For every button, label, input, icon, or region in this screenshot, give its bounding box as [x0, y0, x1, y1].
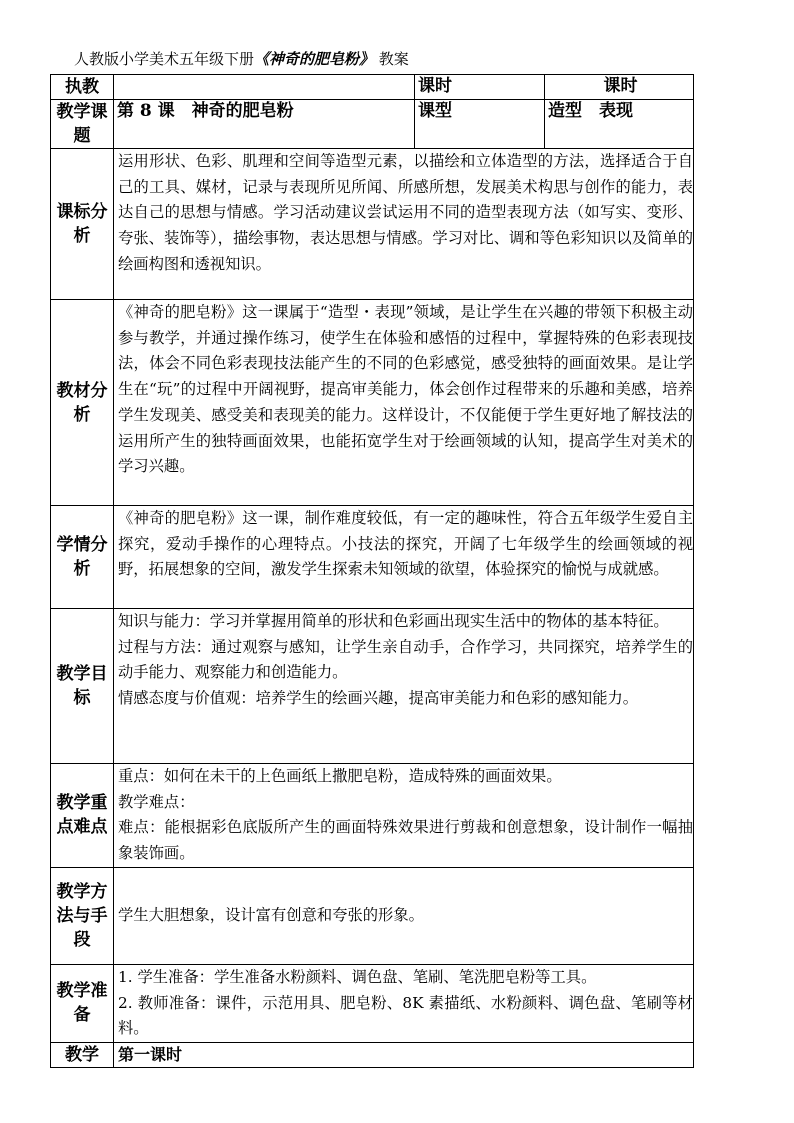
title-suffix: 教案: [374, 50, 409, 68]
label-topic: 教学课题: [51, 100, 114, 149]
row-teacher: [51, 75, 694, 100]
cell-period-label: 课时: [415, 75, 545, 100]
label-learner: 学情分析: [51, 506, 114, 609]
cell-topic-value: 第 8 课 神奇的肥皂粉: [114, 100, 415, 149]
row-goals: [51, 609, 694, 764]
document-title: [74, 49, 409, 69]
cell-session-text: 第一课时: [114, 1042, 694, 1067]
cell-type-label: 课型: [415, 100, 545, 149]
label-methods: 教学方法与手段: [51, 867, 114, 964]
keypoints-difficulty-heading: 教学难点：: [118, 792, 195, 811]
cell-type-value: 造型 表现: [545, 100, 694, 149]
label-curriculum: 课标分析: [51, 149, 114, 300]
label-session: 教学: [51, 1042, 114, 1067]
lesson-plan-table: [50, 74, 694, 1068]
label-teacher: 执教: [51, 75, 114, 100]
label-goals: 教学目标: [51, 609, 114, 764]
label-keypoints: 教学重点难点: [51, 764, 114, 868]
cell-goals: [114, 609, 694, 764]
row-topic: [51, 100, 694, 149]
title-lesson: 《神奇的肥皂粉》: [254, 50, 375, 68]
cell-period-value: 课时: [545, 75, 694, 100]
cell-curriculum-text: 运用形状、色彩、肌理和空间等造型元素，以描绘和立体造型的方法，选择适合于自己的工具、媒材，记录与表现所见所闻、所感所想，发展美术构思与创作的能力，表达自己的思想与情感。学习活动建议尝试运用不同的造型表现方法（如写实、变形、夸张、装饰等），描绘事物，表达思想与情感。学习对比、调和等色彩知识以及简单的绘画构图和透视知识。: [114, 149, 694, 300]
prep-students: 1. 学生准备：学生准备水粉颜料、调色盘、笔刷、笔洗肥皂粉等工具。: [118, 967, 597, 986]
keypoints-focus: 重点：如何在未干的上色画纸上撒肥皂粉，造成特殊的画面效果。: [118, 767, 562, 785]
cell-methods-text: 学生大胆想象，设计富有创意和夸张的形象。: [114, 867, 694, 964]
row-textbook: [51, 300, 694, 506]
row-methods: [51, 867, 694, 964]
cell-prep: [114, 964, 694, 1042]
goals-attitude: 情感态度与价值观：培养学生的绘画兴趣，提高审美能力和色彩的感知能力。: [118, 689, 639, 708]
prep-teacher: 2. 教师准备：课件，示范用具、肥皂粉、8K 素描纸、水粉颜料、调色盘、笔刷等材料。: [118, 993, 693, 1038]
cell-keypoints: [114, 764, 694, 868]
row-prep: [51, 964, 694, 1042]
cell-learner-text: 《神奇的肥皂粉》这一课，制作难度较低，有一定的趣味性，符合五年级学生爱自主探究，爱动手操作的心理特点。小技法的探究，开阔了七年级学生的绘画领域的视野，拓展想象的空间，激发学生探索未知领域的欲望，体验探究的愉悦与成就感。: [114, 506, 694, 609]
goals-process: 过程与方法：通过观察与感知，让学生亲自动手，合作学习，共同探究，培养学生的动手能力、观察能力和创造能力。: [118, 637, 693, 682]
keypoints-difficulty: 难点：能根据彩色底版所产生的画面特殊效果进行剪裁和创意想象，设计制作一幅抽象装饰画。: [118, 818, 693, 863]
label-prep: 教学准备: [51, 964, 114, 1042]
goals-knowledge: 知识与能力：学习并掌握用简单的形状和色彩画出现实生活中的物体的基本特征。: [118, 612, 669, 630]
title-prefix: 人教版小学美术五年级下册: [74, 50, 255, 68]
row-curriculum: [51, 149, 694, 300]
label-textbook: 教材分析: [51, 300, 114, 506]
row-session: [51, 1042, 694, 1067]
cell-teacher-value: [114, 75, 415, 100]
row-learner: [51, 506, 694, 609]
cell-textbook-text: 《神奇的肥皂粉》这一课属于“造型・表现”领域，是让学生在兴趣的带领下积极主动参与教学，并通过操作练习，使学生在体验和感悟的过程中，掌握特殊的色彩表现技法，体会不同色彩表现技法能产生的不同的色彩感觉，感受独特的画面效果。是让学生在“玩”的过程中开阔视野，提高审美能力，体会创作过程带来的乐趣和美感，培养学生发现美、感受美和表现美的能力。这样设计，不仅能便于学生更好地了解技法的运用所产生的独特画面效果，也能拓宽学生对于绘画领域的认知，提高学生对美术的学习兴趣。: [114, 300, 694, 506]
row-keypoints: [51, 764, 694, 868]
